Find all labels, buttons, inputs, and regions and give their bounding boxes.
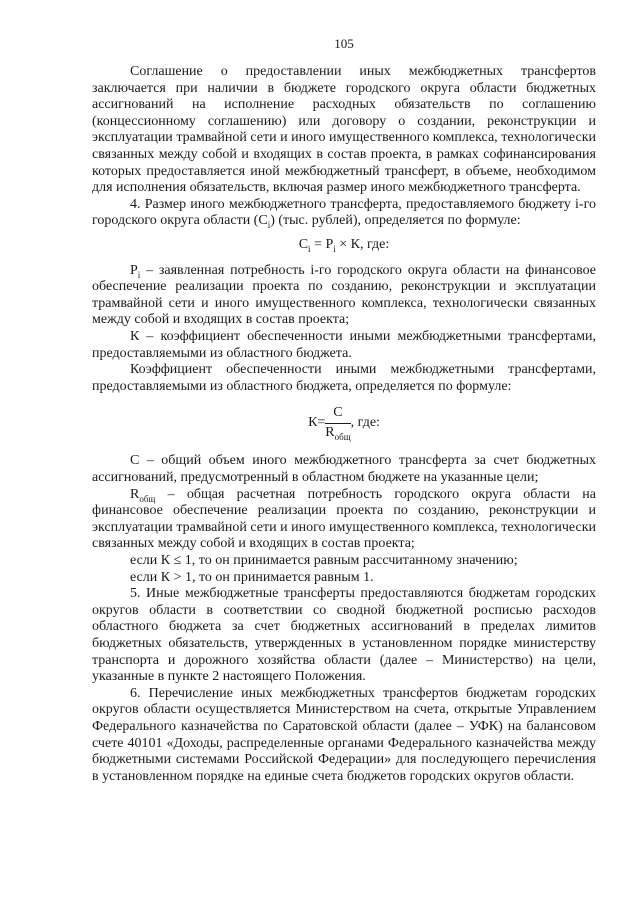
subscript-i: i [267,220,271,231]
paragraph-r-definition [92,487,596,553]
formula-ci-eq: = P [310,236,334,252]
formula-k-den-r: R [325,424,335,440]
paragraph-item-5: 5. Иные межбюджетные трансферты предоставляются бюджетам городских округов области в соответствии со сводной бюджетной росписью расходов областного бюджета за счет бюджетных ассигнований в пределах лимитов бюджетных обязательств, утвержденных в установленном порядке министерству транспорта и дорожного хозяйства области (далее – Министерство) на цели, указанные в пункте 2 настоящего Положения. [92,586,596,685]
paragraph-k-formula-intro: Коэффициент обеспеченности иными межбюджетными трансфертами, предоставляемыми из областного бюджета, определяется по формуле: [92,362,596,394]
formula-k-right: , где: [350,415,380,431]
r-definition-text: – общая расчетная потребность городского округа области на финансовое обеспечение реализации проекта по созданию, реконструкции и эксплуатации трамвайной сети и иного имущественного комплекса, технологически связанных между собой и входящих в состав проекта; [92,486,596,552]
paragraph-k-definition: К – коэффициент обеспеченности иными межбюджетными трансфертами, предоставляемыми из областного бюджета. [92,328,596,361]
document-page [92,0,596,905]
formula-k-numerator: C [325,405,350,424]
formula-k-fraction [325,405,350,441]
paragraph-item-6: 6. Перечисление иных межбюджетных трансфертов бюджетам городских округов области осуществляется Министерством на счета, открытые Управлением Федерального казначейства по Саратовской области (далее – УФК) на балансовом счете 40101 «Доходы, распределенные органами Федерального казначейства между бюджетными системами Российской Федерации» для последующего перечисления в установленном порядке на единые счета бюджетов городских округов области. [92,685,596,784]
formula-k-denominator [325,424,350,442]
formula-pi-sub: i [333,243,336,254]
paragraph-k-le-1: если К ≤ 1, то он принимается равным рассчитанному значению; [130,553,518,569]
pi-subscript: i [137,269,141,280]
paragraph-k-gt-1: если К > 1, то он принимается равным 1. [130,569,374,585]
paragraph-item-4-text: 4. Размер иного межбюджетного трансферта, предоставляемого бюджету i-го городского округа области (C [92,196,596,229]
formula-k-den-sub: общ [334,431,351,442]
r-symbol: R [130,486,140,502]
paragraph-item-4-tail: ) (тыс. рублей), определяется по формуле: [270,213,521,229]
paragraph-agreement: Соглашение о предоставлении иных межбюджетных трансфертов заключается при наличии в бюджете городского округа области бюджетных ассигнований на исполнение расходных обязательств по соглашению (концессионному соглашению) или договору о создании, реконструкции и эксплуатации трамвайной сети и иного имущественного комплекса, технологически связанных между собой и входящих в состав проекта, в рамках софинансирования которых предоставляется иной межбюджетный трансферт, в объеме, необходимом для исполнения обязательств, включая размер иного межбюджетного трансферта. [92,64,596,196]
pi-symbol: P [130,262,138,278]
formula-ci-sub: i [308,243,311,254]
document-body [92,64,596,785]
pi-definition-text: – заявленная потребность i-го городского округа области на финансовое обеспечение реализации проекта по созданию, реконструкции и эксплуатации трамвайной сети и иного имущественного комплекса, технологически связанных между собой и входящих в состав проекта; [92,262,596,328]
paragraph-item-4 [92,197,596,230]
r-subscript: общ [139,493,156,504]
formula-ci-c: C [298,236,309,252]
paragraph-c-definition: C – общий объем иного межбюджетного трансферта за счет бюджетных ассигнований, предусмотренный в областном бюджете на указанные цели; [92,453,596,486]
formula-k-left: К= [308,415,326,431]
page-number: 105 [334,36,354,51]
paragraph-pi-definition [92,263,596,329]
formula-k [92,405,596,441]
formula-ci-rest: × К, где: [335,236,390,252]
formula-ci [92,237,596,254]
